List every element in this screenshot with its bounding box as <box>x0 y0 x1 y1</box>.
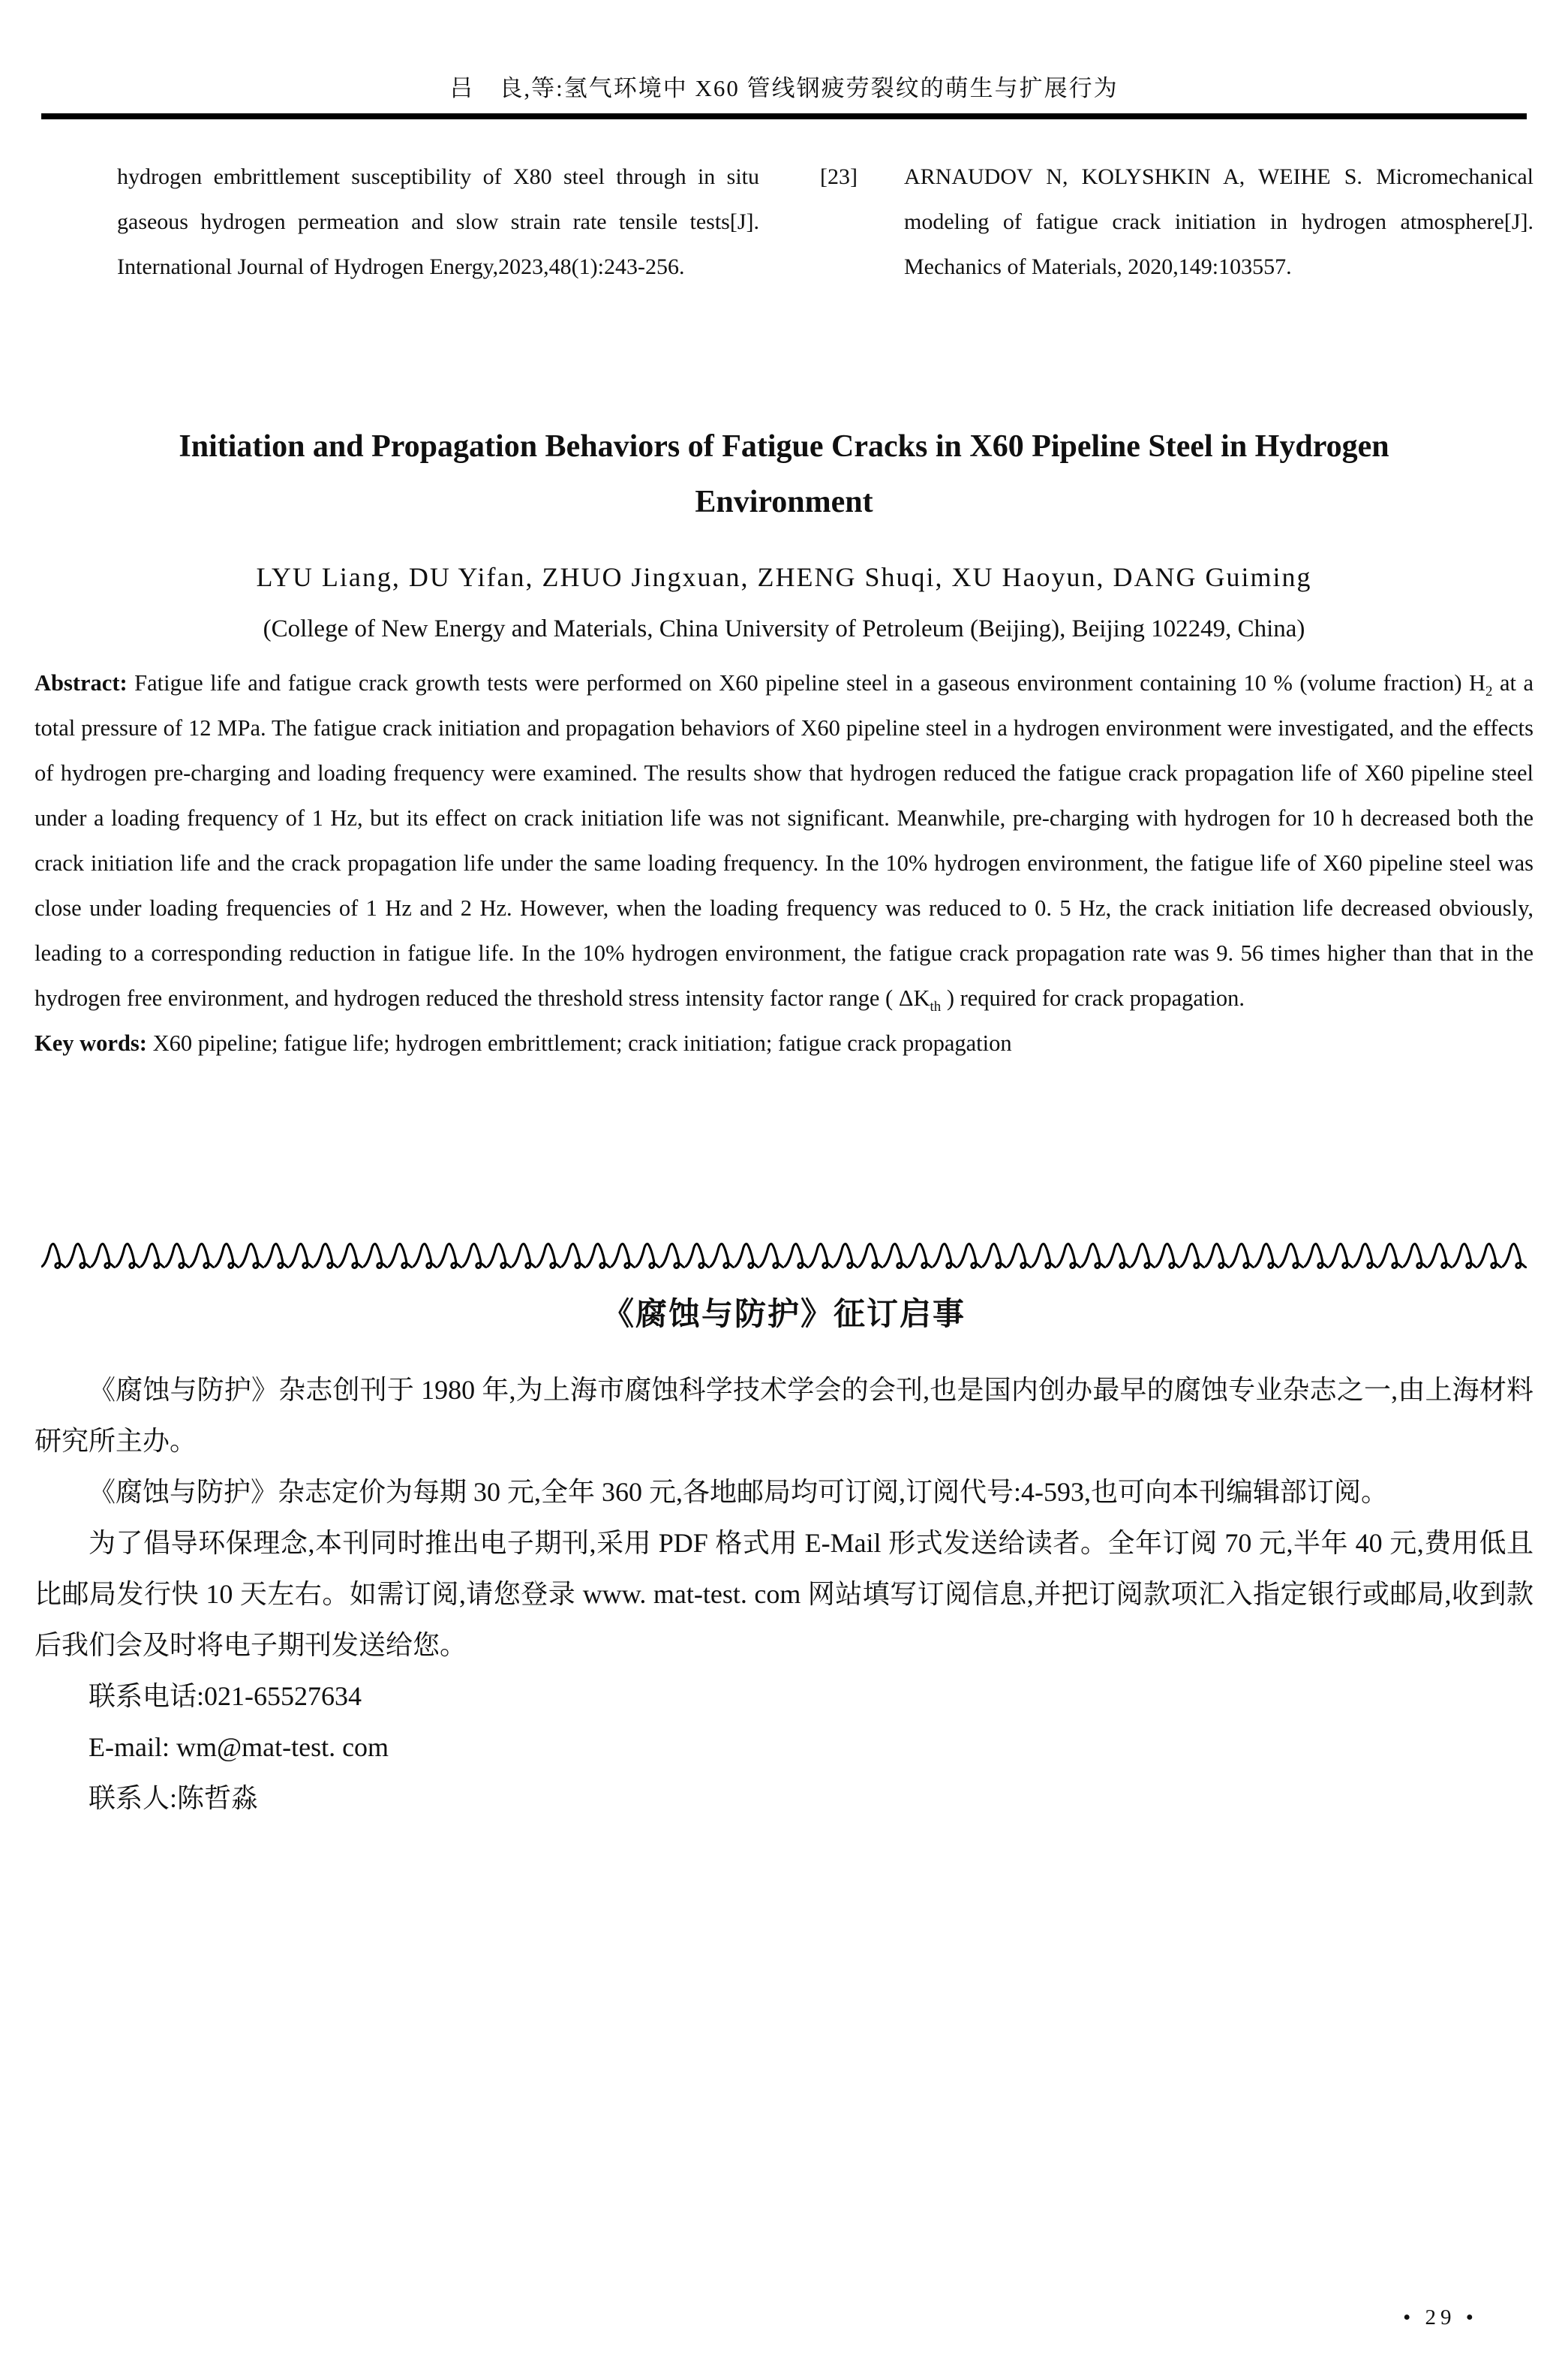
authors-line: LYU Liang, DU Yifan, ZHUO Jingxuan, ZHENG Shuqi, XU Haoyun, DANG Guiming <box>256 562 1312 592</box>
article-title: Initiation and Propagation Behaviors of Fatigue Cracks in X60 Pipeline Steel in Hydrogen Environment <box>179 429 1389 519</box>
notice-heading: 《腐蚀与防护》征订启事 <box>602 1298 966 1332</box>
header-rule <box>41 113 1527 119</box>
affiliation-line: (College of New Energy and Materials, China University of Petroleum (Beijing), Beijing 102249, China) <box>263 615 1305 642</box>
abstract-text: Fatigue life and fatigue crack growth tests were performed on X60 pipeline steel in a gaseous environment containing 10 % (volume fraction) $H_2$ at a total pressure of 12 MPa. The fatigue crack initiation and propagation behaviors of X60 pipeline steel in a hydrogen environment were investigated, and the effects of hydrogen pre-charging and loading frequency were examined. The results show that hydrogen reduced the fatigue crack propagation life of X60 pipeline steel under a loading frequency of 1 Hz, but its effect on crack initiation life was not significant. Meanwhile, pre-charging with hydrogen for 10 h decreased both the crack initiation life and the crack propagation life under the same loading frequency. In the 10% hydrogen environment, the fatigue life of X60 pipeline steel was close under loading frequencies of 1 Hz and 2 Hz. However, when the loading frequency was reduced to 0. 5 Hz, the crack initiation life decreased obviously, leading to a corresponding reduction in fatigue life. In the 10% hydrogen environment, the fatigue crack propagation rate was 9. 56 times higher than that in the hydrogen free environment, and hydrogen reduced the threshold stress intensity factor range ( $\Delta K_{th}$ ) required for crack propagation. <box>35 670 1533 1015</box>
keywords-text: X60 pipeline; fatigue life; hydrogen embrittlement; crack initiation; fatigue crack propagation <box>146 1030 1012 1056</box>
abstract-label: Abstract: <box>35 670 128 696</box>
reference-number: [23] <box>820 164 858 189</box>
zigzag-divider-icon <box>41 1241 1527 1274</box>
abstract-block <box>35 660 1533 1066</box>
notice-paragraph-1: 《腐蚀与防护》杂志创刊于 1980 年,为上海市腐蚀科学技术学会的会刊,也是国内创办最早的腐蚀专业杂志之一,由上海材料研究所主办。 <box>35 1375 1533 1456</box>
page-number: • 29 • <box>1403 2305 1478 2329</box>
notice-paragraph-3: 为了倡导环保理念,本刊同时推出电子期刊,采用 PDF 格式用 E-Mail 形式发送给读者。全年订阅 70 元,半年 40 元,费用低且比邮局发行快 10 天左右。如需订阅,请您登录 www. mat-test. com 网站填写订阅信息,并把订阅款项汇入指定银行或邮局,收到款后我们会及时将电子期刊发送给您。 <box>35 1528 1533 1660</box>
contact-email-line: E-mail: wm@mat-test. com <box>89 1732 389 1762</box>
reference-right-column <box>820 155 1533 290</box>
reference-left-column: hydrogen embrittlement susceptibility of X80 steel through in situ gaseous hydrogen permeation and slow strain rate tensile tests[J]. International Journal of Hydrogen Energy,2023,48(1):243-256. <box>117 164 759 279</box>
keywords-label: Key words: <box>35 1030 147 1056</box>
running-head: 吕 良,等:氢气环境中 X60 管线钢疲劳裂纹的萌生与扩展行为 <box>449 75 1119 101</box>
reference-item-23 <box>820 155 1533 290</box>
contact-phone-line: 联系电话:021-65527634 <box>89 1681 362 1711</box>
abstract-paragraph <box>35 660 1533 1021</box>
notice-paragraph-2: 《腐蚀与防护》杂志定价为每期 30 元,全年 360 元,各地邮局均可订阅,订阅代号:4-593,也可向本刊编辑部订阅。 <box>89 1477 1388 1507</box>
reference-text: ARNAUDOV N, KOLYSHKIN A, WEIHE S. Micromechanical modeling of fatigue crack initiation in hydrogen atmosphere[J]. Mechanics of Materials, 2020,149:103557. <box>904 164 1533 279</box>
keywords-paragraph <box>35 1021 1533 1066</box>
notice-body <box>35 1364 1533 1824</box>
contact-person-line: 联系人:陈哲淼 <box>89 1783 259 1813</box>
